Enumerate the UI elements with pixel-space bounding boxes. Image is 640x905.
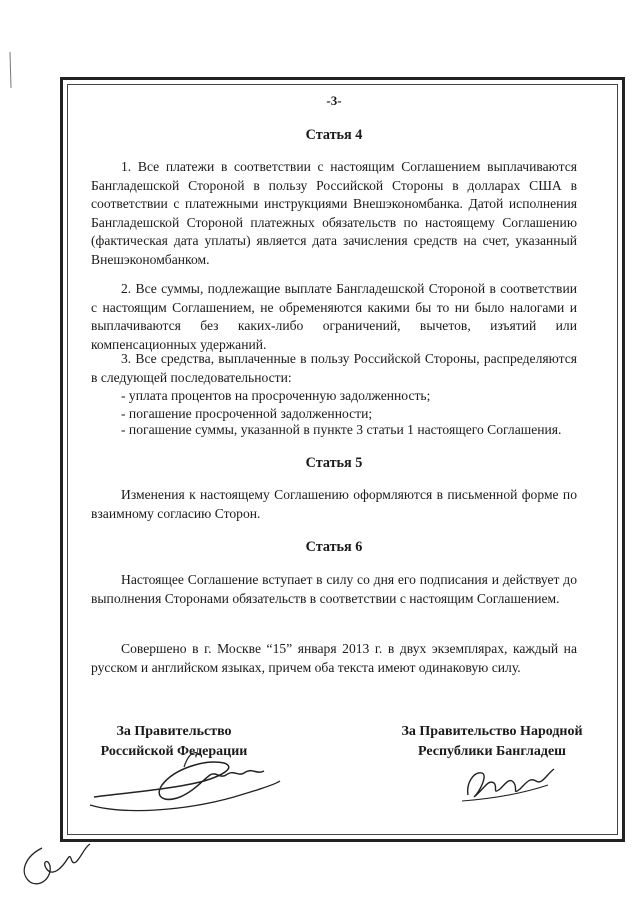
signature-bangladesh-line-2: Республики Бангладеш bbox=[418, 744, 566, 759]
signature-russia-line-2: Российской Федерации bbox=[100, 744, 248, 759]
article-6-paragraph-1: Настоящее Соглашение вступает в силу со дня его подписания и действует до выполнения Сторонами обязательств в соответствии с настоящим Соглашением. bbox=[91, 572, 577, 606]
article-6-paragraph-2: Совершено в г. Москве “15” января 2013 г. в двух экземплярах, каждый на русском и английском языках, причем оба текста имеют одинаковую силу. bbox=[91, 641, 577, 675]
article-4-paragraph-1: 1. Все платежи в соответствии с настоящим Соглашением выплачиваются Бангладешской Стороной в пользу Российской Стороны в долларах США в соответствии с платежными инструкциями Внешэкономбанка. Датой исполнения Бангладешской Стороной платежных обязательств по настоящему Соглашению (фактическая дата уплаты) является дата зачисления средств на счет, указанный Внешэкономбанком. bbox=[91, 159, 577, 267]
article-4-paragraph-2: 2. Все суммы, подлежащие выплате Бангладешской Стороной в соответствии с настоящим Соглашением, не обременяются какими бы то ни было налогами и выплачиваются без каких-либо ограничений, вычетов, изъятий или компенсационных удержаний. bbox=[91, 281, 577, 352]
article-4-list-item-2: - погашение просроченной задолженности; bbox=[121, 406, 373, 421]
margin-initials-mark bbox=[12, 838, 92, 893]
article-6-heading: Статья 6 bbox=[305, 539, 363, 555]
handwritten-signature-russia bbox=[84, 745, 284, 820]
article-4-list-item-3: - погашение суммы, указанной в пункте 3 статьи 1 настоящего Соглашения. bbox=[121, 422, 562, 437]
page-number: -3- bbox=[326, 93, 342, 108]
article-5-heading: Статья 5 bbox=[305, 455, 363, 471]
signature-bangladesh-line-1: За Правительство Народной bbox=[401, 724, 583, 739]
article-5-paragraph-1: Изменения к настоящему Соглашению оформляются в письменной форме по взаимному согласию Сторон. bbox=[91, 487, 577, 521]
margin-tick-mark bbox=[4, 50, 16, 90]
article-4-paragraph-3: 3. Все средства, выплаченные в пользу Российской Стороны, распределяются в следующей последовательности: bbox=[91, 351, 577, 385]
article-4-list-item-1: - уплата процентов на просроченную задолженность; bbox=[121, 388, 431, 403]
article-4-heading: Статья 4 bbox=[305, 127, 363, 143]
handwritten-signature-bangladesh bbox=[458, 755, 568, 810]
signature-russia-line-1: За Правительство bbox=[116, 724, 232, 739]
